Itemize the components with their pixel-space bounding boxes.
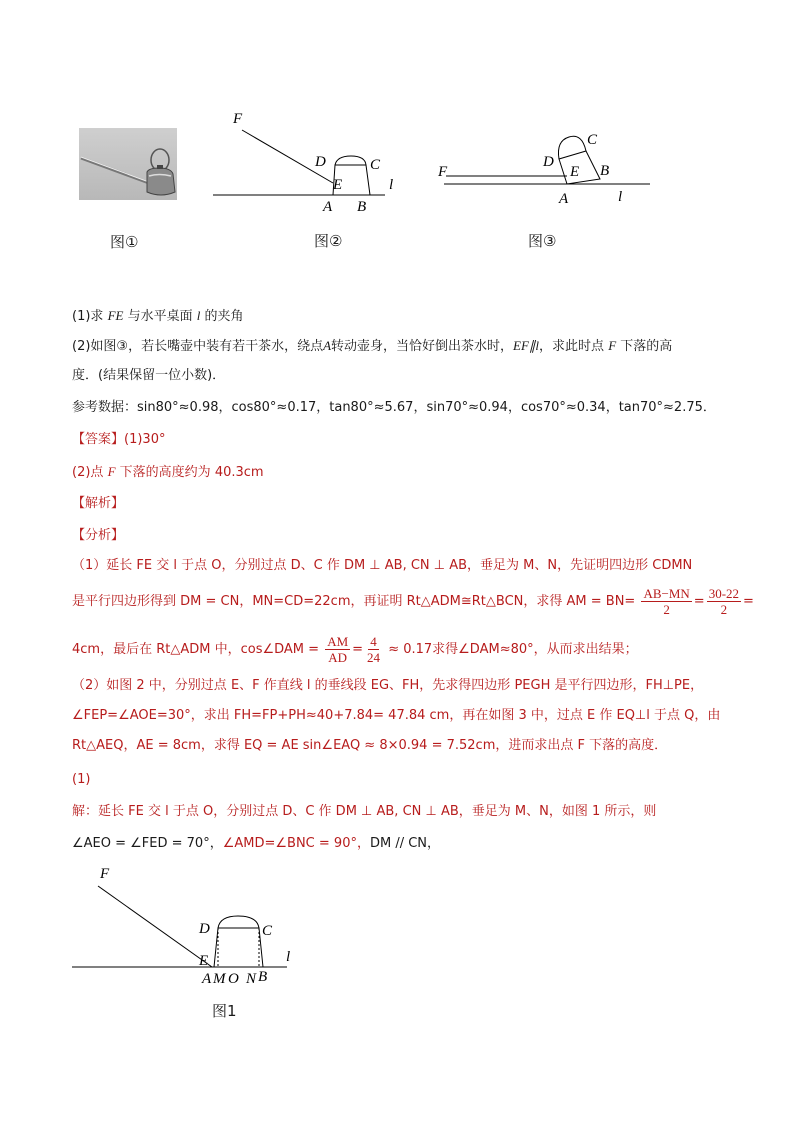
label-l4: l [286, 949, 291, 965]
figure-1-caption: 图① [110, 233, 139, 251]
label-D: D [315, 154, 326, 170]
label-M4: M [213, 971, 226, 987]
answer-1: (1)30° [124, 432, 166, 447]
kettle-icon [79, 128, 177, 200]
fenxi-tag: 【分析】 [72, 528, 125, 543]
label-E3: E [570, 164, 580, 180]
fraction: $\frac{30-22}{2}$ [708, 586, 740, 617]
label-C4: C [262, 923, 273, 939]
label-D3: D [543, 154, 554, 170]
analysis-tag: 【解析】 [72, 496, 125, 511]
answer-tag: 【答案】 [72, 432, 125, 447]
fraction: $\frac{AM}{AD}$ [327, 634, 349, 665]
figure-solution-caption: 图1 [212, 1002, 237, 1020]
label-N4: N [246, 971, 257, 987]
analysis-p1-line3: 4cm，最后在 Rt△ADM 中，cos∠DAM = $\frac{AM}{AD}$ = $\frac{4}{24}$ ≈ 0.17求得∠DAM≈80°，从而求出结果； [72, 634, 638, 665]
label-O4: O [228, 971, 239, 987]
label-F4: F [100, 866, 110, 882]
question-2-line2: 度．(结果保留一位小数)． [72, 368, 226, 383]
solution-tag: (1) [72, 772, 91, 787]
figure-3-diagram [432, 125, 652, 215]
label-F: F [233, 111, 243, 127]
solution-line2: ∠AEO = ∠FED = 70°，∠AMD=∠BNC = 90°，DM // CN， [72, 836, 441, 851]
kettle-photo [79, 128, 177, 200]
label-A4: A [202, 971, 212, 987]
label-B4: B [258, 969, 268, 985]
answer-line-2: (2)点 F 下落的高度约为 40.3cm [72, 464, 264, 480]
analysis-p2-line3: Rt△AEQ，AE = 8cm，求得 EQ = AE sin∠EAQ ≈ 8×0.94 = 7.52cm，进而求出点 F 下落的高度． [72, 738, 668, 753]
figure-solution-diagram [62, 860, 312, 995]
label-B3: B [600, 163, 610, 179]
label-A3: A [559, 191, 569, 207]
question-2-line1: (2)如图③，若长嘴壶中装有若干茶水，绕点A转动壶身，当恰好倒出茶水时，EF∥l，求此时点 F 下落的高 [72, 338, 673, 354]
label-C: C [370, 157, 381, 173]
question-1: (1)求 FE 与水平桌面 l 的夹角 [72, 308, 244, 324]
answer-line-1 [72, 430, 165, 450]
solution-line1: 解：延长 FE 交 l 于点 O，分别过点 D、C 作 DM ⊥ AB, CN ⊥ AB，垂足为 M、N，如图 1 所示，则 [72, 804, 657, 819]
fraction: $\frac{4}{24}$ [367, 634, 381, 665]
analysis-p1-line2: 是平行四边形得到 DM = CN，MN=CD=22cm，再证明 Rt△ADM≅Rt△BCN，求得 AM = BN= $\frac{AB-MN}{2}$ = $\frac{30-22}{2}$ = [72, 586, 754, 617]
fraction: $\frac{AB-MN}{2}$ [643, 586, 690, 617]
label-l3: l [618, 189, 623, 205]
figure-2-diagram [205, 105, 405, 215]
label-C3: C [587, 132, 598, 148]
figure-2-caption: 图② [314, 232, 343, 250]
label-l: l [389, 177, 394, 193]
analysis-p2-line1: （2）如图 2 中，分别过点 E、F 作直线 l 的垂线段 EG、FH，先求得四边形 PEGH 是平行四边形，FH⊥PE， [72, 678, 704, 693]
label-E4: E [199, 953, 209, 969]
label-A: A [323, 199, 333, 215]
label-D4: D [199, 921, 210, 937]
analysis-p2-line2: ∠FEP=∠AOE=30°，求出 FH=FP+PH≈40+7.84= 47.84 cm，再在如图 3 中，过点 E 作 EQ⊥l 于点 Q，由 [72, 708, 721, 723]
label-B: B [357, 199, 367, 215]
figure-3-caption: 图③ [528, 232, 557, 250]
label-F3: F [438, 164, 448, 180]
reference-data: 参考数据：sin80°≈0.98，cos80°≈0.17，tan80°≈5.67，sin70°≈0.94，cos70°≈0.34，tan70°≈2.75． [72, 400, 716, 415]
analysis-p1-line1: （1）延长 FE 交 l 于点 O，分别过点 D、C 作 DM ⊥ AB, CN ⊥ AB，垂足为 M、N，先证明四边形 CDMN [72, 558, 693, 573]
label-E: E [333, 177, 343, 193]
